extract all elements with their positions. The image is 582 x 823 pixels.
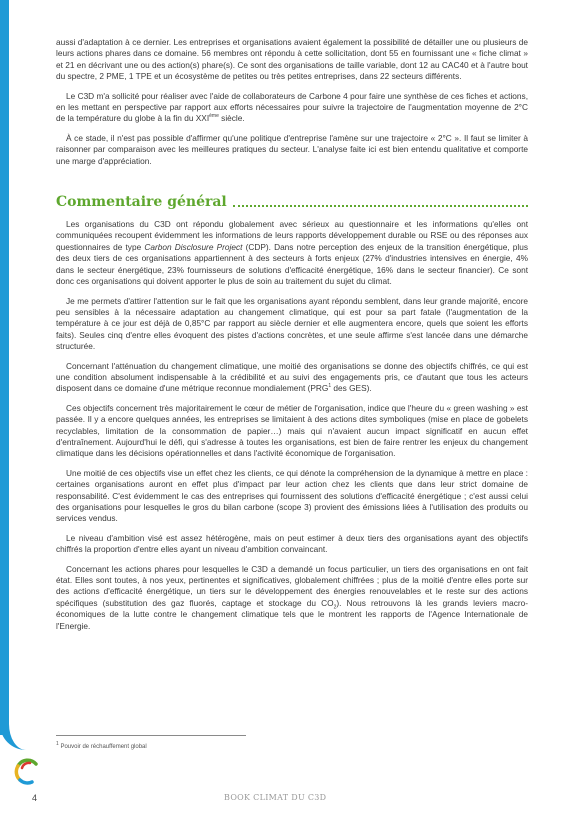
- section-paragraph-4: Ces objectifs concernent très majoritairement le cœur de métier de l'organisation, indice que l'heure du « green washing » est passée. Il y a encore quelques années, les entreprises se limitaient à des actions dites symboliques (mise en place de gobelets recyclables, limitation de la consommation de papier…) mais qui n'avaient aucun impact significatif en aucun effet d'entraînement. Aujourd'hui le défi, qui s'adresse à toutes les organisations, est bien de faire rentrer les enjeux du changement climatique dans les décisions opérationnelles et dans l'activité économique de l'organisation.: [56, 402, 528, 459]
- section-paragraph-7-text: Concernant les actions phares pour lesquelles le C3D a demandé un focus particulier, un tiers des organisations en ont fait état. Elles sont toutes, à nos yeux, pertinentes et significatives, globalement chiffrées ; plus de la moitié d'entre elles porte sur des actions d'efficacité énergétique, un tiers sur le développement des énergies renouvelables et le reste sur des actions spécifiques (substitution des gaz fluorés, captage et stockage du CO: [56, 563, 528, 608]
- section-title: Commentaire général: [56, 194, 227, 211]
- section-paragraph-6: Le niveau d'ambition visé est assez hétérogène, mais on peut estimer à deux tiers des organisations ayant des objectifs chiffrés la proportion d'entre elles ayant un niveau d'ambition convaincant.: [56, 532, 528, 555]
- intro-paragraph-3: À ce stade, il n'est pas possible d'affirmer qu'une politique d'entreprise l'amène sur une trajectoire « 2°C ». Il faut se limiter à raisonner par comparaison avec les meilleures pratiques du secteur. L'analyse faite ici est bien entendu qualitative et comporte une marge d'appréciation.: [56, 132, 528, 166]
- intro-paragraph-2-text: Le C3D m'a sollicité pour réaliser avec l'aide de collaborateurs de Carbone 4 pour faire une synthèse de ces fiches et actions, en les mettant en perspective par rapport aux efforts nécessaires pour suivre la trajectoire de l'augmentation moyenne de 2°C de la température du globe à la fin du XXI: [56, 90, 528, 124]
- footnote: [56, 741, 147, 750]
- section-paragraph-7: [56, 564, 528, 632]
- co2-subscript: 2: [333, 604, 337, 611]
- footnote-text: Pouvoir de réchauffement global: [58, 744, 147, 750]
- main-content: [56, 37, 528, 632]
- section-paragraph-1: [56, 219, 528, 287]
- footnote-divider: [56, 735, 246, 736]
- sidebar-bar: [0, 0, 9, 735]
- section-paragraph-1-text: Les organisations du C3D ont répondu globalement avec sérieux au questionnaire et les informations qu'elles ont communiquées recoupent évidemment les informations de leurs rapports développement durable ou RSE ou des réponses aux questionnaires de type: [56, 219, 528, 252]
- intro-paragraph-1: aussi d'adaptation à ce dernier. Les entreprises et organisations avaient également la possibilité de détailler une ou plusieurs de leurs actions phares dans ce domaine. 56 membres ont répondu à cette sollicitation, dont 55 en fournissant une « fiche climat » et 21 en décrivant une ou des action(s) phare(s). Ce sont des organisations de taille variable, dont 12 au CAC40 et à l'autre bout du spectre, 2 PME, 1 TPE et un écosystème de petites ou très petites entreprises, dans 22 secteurs différents.: [56, 37, 528, 82]
- section-paragraph-3: [56, 361, 528, 395]
- footnote-reference: 1: [328, 383, 332, 390]
- section-paragraph-3-text: Concernant l'atténuation du changement climatique, une moitié des organisations se donne des objectifs chiffrés, ce qui est une condition absolument indispensable à la crédibilité et au suivi des engagements pris, ce d'autant que tous les acteurs disposent dans ce domaine d'une métrique reconnue mondialement (PRG: [56, 360, 528, 394]
- c3d-logo-icon: [12, 756, 42, 786]
- section-paragraph-1-end: (CDP). Dans notre perception des enjeux de la transition énergétique, plus des deux tiers de ces organisations appartiennent à des secteurs à forts enjeux (27% d'industries intensives en énergie, 4% dans le secteur énergétique, 23% fournisseurs de solutions d'efficacité énergétique, 16% dans le secteur financier). Ce sont donc ces organisations qui doivent apporter le plus de soin au traitement du sujet du climat.: [56, 241, 529, 287]
- cdp-emphasis: Carbon Disclosure Project: [144, 241, 243, 252]
- heading-dotted-rule: [233, 205, 528, 207]
- section-paragraph-2: Je me permets d'attirer l'attention sur le fait que les organisations ayant répondu semblent, dans leur grande majorité, encore peu sensibles à la nécessaire adaptation au changement climatique, qui est pour sa part fatale (l'augmentation de la température à ce jour est déjà de 0,85°C par rapport au siècle dernier et elle augmentera encore, quels que soient les efforts faits). Seules cinq d'entre elles évoquent des pistes d'actions concrètes, et une seule affirme s'est lancée dans une démarche structurée.: [56, 295, 528, 352]
- section-paragraph-3-end: des GES).: [331, 383, 372, 394]
- page-number: 4: [32, 793, 38, 803]
- book-title: BOOK CLIMAT DU C3D: [224, 793, 327, 802]
- sidebar-curve: [0, 690, 26, 750]
- section-paragraph-7-end: ). Nous retrouvons là les grands leviers macro-économiques de la lutte contre le changement climatique tels que le montrent les rapports de l'Agence Internationale de l'Energie.: [56, 597, 528, 631]
- section-paragraph-5: Une moitié de ces objectifs vise un effet chez les clients, ce qui dénote la compréhension de la dynamique à mettre en place : certaines organisations auront en effet plus d'impact par leur action chez les clients que dans leur strict domaine de responsabilité. C'est évidemment le cas des entreprises qui fournissent des solutions d'efficacité énergétique ; c'est aussi celui des organisations pour lesquelles le gros du bilan carbone (scope 3) provient des émissions liées à l'utilisation des produits ou services vendus.: [56, 467, 528, 524]
- intro-paragraph-2-end: siècle.: [218, 113, 245, 124]
- century-superscript: ème: [209, 113, 219, 120]
- section-heading: [56, 194, 528, 210]
- footnote-marker: 1: [56, 741, 59, 747]
- intro-paragraph-2: [56, 91, 528, 125]
